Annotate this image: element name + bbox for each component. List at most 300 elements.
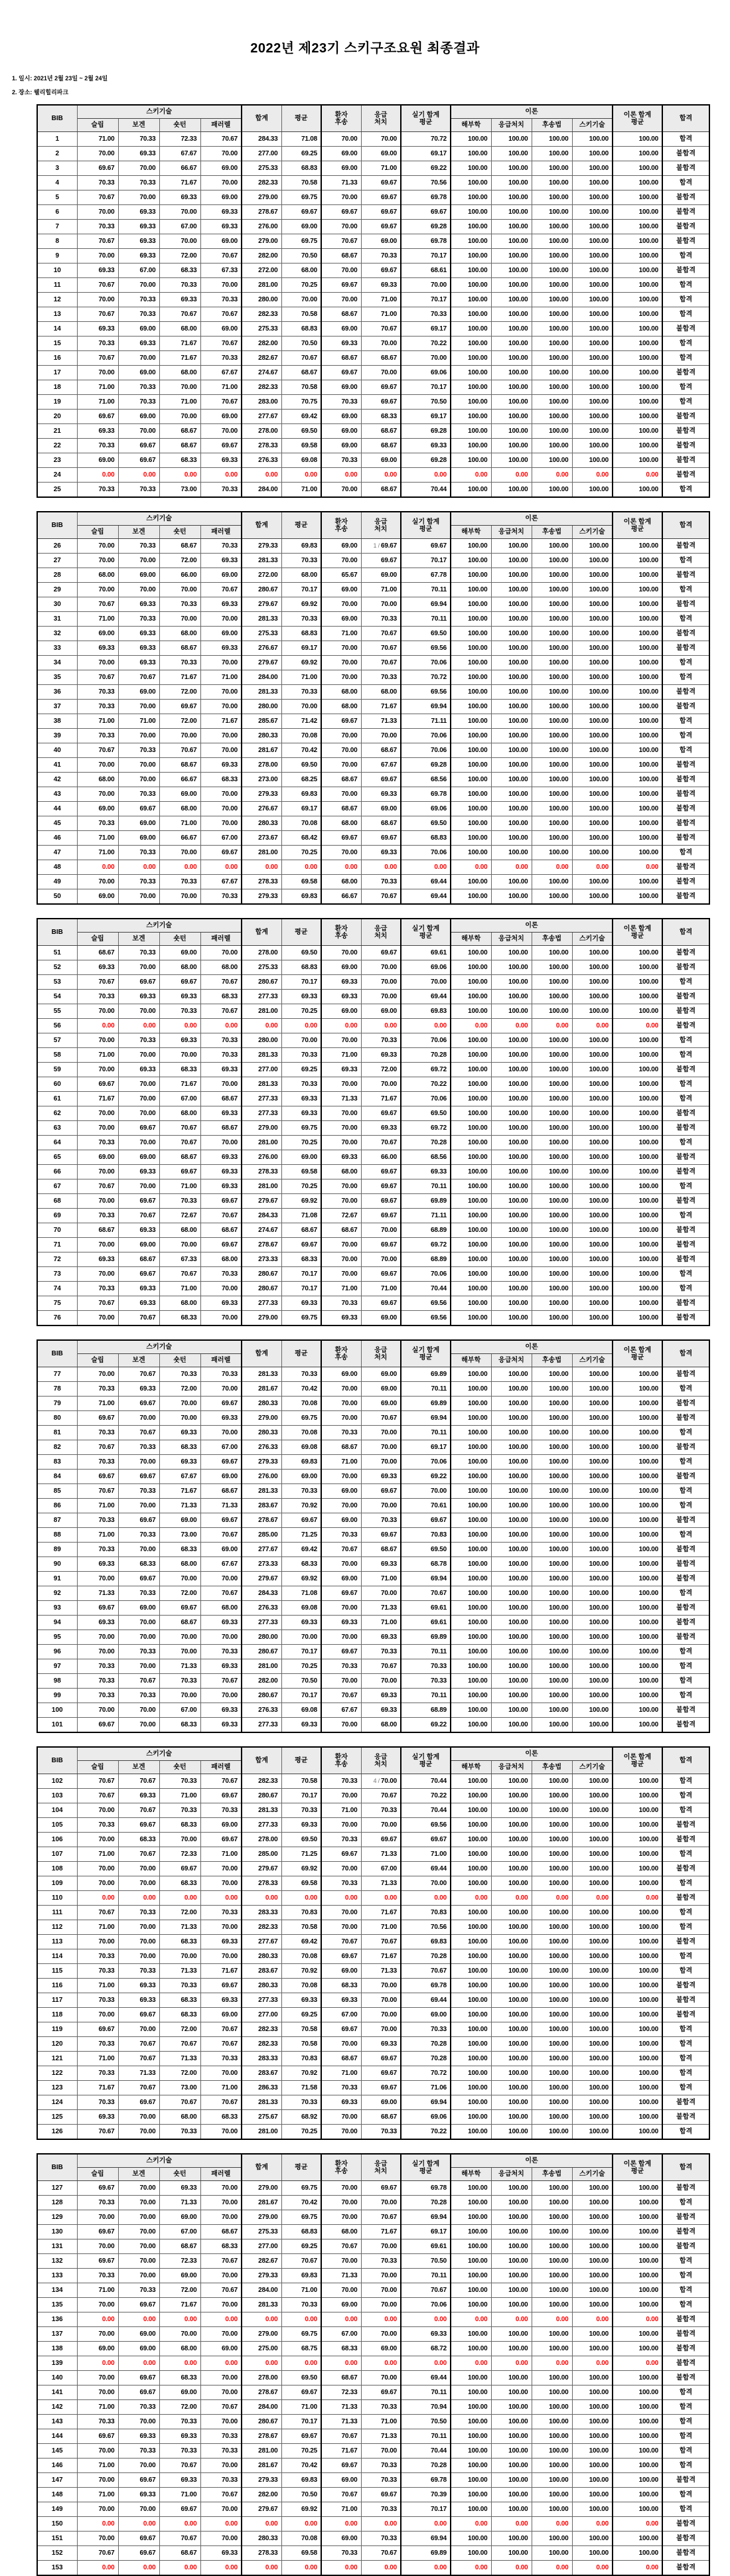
score-cell: 100.00 (451, 1397, 491, 1411)
score-cell: 70.00 (77, 1367, 118, 1382)
score-cell: 100.00 (491, 1543, 532, 1557)
score-cell: 69.00 (200, 1470, 242, 1484)
score-cell: 69.00 (321, 410, 361, 424)
results-table-block-3 (36, 918, 710, 1326)
score-cell: 100.00 (451, 147, 491, 161)
score-cell: 100.00 (572, 132, 613, 147)
score-cell: 100.00 (572, 1630, 613, 1645)
score-cell: 279.67 (242, 1194, 281, 1209)
score-cell: 100.00 (491, 483, 532, 498)
score-cell: 70.33 (118, 875, 159, 889)
score-cell: 70.67 (159, 743, 200, 758)
score-cell: 100.00 (491, 1774, 532, 1789)
score-cell: 70.00 (321, 1121, 361, 1136)
result-cell: 불합격 (662, 1630, 709, 1645)
score-cell: 100.00 (572, 1484, 613, 1499)
score-cell: 70.00 (361, 1455, 401, 1470)
score-cell: 70.00 (200, 2298, 242, 2312)
score-cell: 71.00 (321, 627, 361, 641)
score-cell: 69.33 (118, 597, 159, 612)
score-cell: 69.33 (159, 1455, 200, 1470)
score-cell: 70.00 (118, 1048, 159, 1063)
score-cell: 100.00 (572, 1048, 613, 1063)
score-cell: 70.83 (401, 1906, 451, 1920)
score-cell: 69.56 (401, 1296, 451, 1311)
result-cell: 합격 (662, 278, 709, 293)
table-row (37, 1252, 709, 1267)
score-cell: 70.67 (361, 1411, 401, 1426)
score-cell: 67.00 (159, 1092, 200, 1106)
score-cell: 69.00 (200, 234, 242, 249)
score-cell: 70.33 (200, 1367, 242, 1382)
score-cell: 69.33 (118, 1282, 159, 1296)
bib-cell: 138 (37, 2342, 77, 2356)
score-cell: 69.00 (77, 802, 118, 816)
result-cell: 불합격 (662, 787, 709, 802)
score-cell: 100.00 (572, 1833, 613, 1847)
score-cell: 70.00 (321, 656, 361, 670)
table-row (37, 2095, 709, 2110)
score-cell: 0.00 (281, 2517, 321, 2532)
score-cell: 71.00 (361, 1572, 401, 1586)
score-cell: 70.00 (77, 583, 118, 597)
score-cell: 100.00 (613, 1209, 662, 1223)
score-cell: 68.00 (159, 2342, 200, 2356)
score-cell: 70.33 (77, 685, 118, 700)
score-cell: 100.00 (532, 1267, 572, 1282)
score-cell: 100.00 (613, 1048, 662, 1063)
score-cell: 69.67 (361, 1267, 401, 1282)
score-cell: 68.67 (200, 1092, 242, 1106)
score-cell: 100.00 (451, 1586, 491, 1601)
score-cell: 100.00 (572, 714, 613, 729)
score-cell: 279.00 (242, 2210, 281, 2225)
score-cell: 70.00 (77, 2444, 118, 2459)
score-cell: 71.67 (200, 1964, 242, 1979)
score-cell: 100.00 (613, 1774, 662, 1789)
results-table-block-2 (36, 511, 710, 905)
table-row (37, 1223, 709, 1238)
score-cell: 100.00 (613, 1818, 662, 1833)
score-cell: 68.00 (77, 773, 118, 787)
score-cell: 70.42 (281, 2459, 321, 2473)
score-cell: 69.67 (118, 1572, 159, 1586)
score-cell: 100.00 (532, 1194, 572, 1209)
score-cell: 0.00 (613, 2561, 662, 2576)
score-cell: 100.00 (613, 2181, 662, 2196)
score-cell: 70.22 (401, 1077, 451, 1092)
score-cell: 69.94 (401, 2095, 451, 2110)
table-row (37, 147, 709, 161)
score-cell: 100.00 (613, 1484, 662, 1499)
score-cell: 71.00 (77, 1979, 118, 1993)
score-cell: 70.06 (401, 1267, 451, 1282)
score-cell: 100.00 (451, 249, 491, 264)
score-cell: 70.00 (118, 1876, 159, 1891)
score-cell: 70.58 (281, 1920, 321, 1935)
score-cell: 280.33 (242, 2532, 281, 2546)
score-cell: 70.58 (281, 307, 321, 322)
score-cell: 70.00 (361, 990, 401, 1004)
bib-cell: 74 (37, 1282, 77, 1296)
score-cell: 70.67 (361, 656, 401, 670)
score-cell: 100.00 (451, 322, 491, 337)
score-cell: 70.33 (401, 1674, 451, 1689)
score-cell: 70.11 (401, 612, 451, 627)
score-cell: 100.00 (491, 2444, 532, 2459)
score-cell: 100.00 (613, 2459, 662, 2473)
bib-cell: 68 (37, 1194, 77, 1209)
bib-cell: 55 (37, 1004, 77, 1019)
col-ski-sub-2: 숏턴 (159, 1354, 200, 1367)
score-cell: 69.83 (281, 2269, 321, 2283)
score-cell: 100.00 (572, 2196, 613, 2210)
score-cell: 70.00 (200, 147, 242, 161)
bib-cell: 123 (37, 2081, 77, 2095)
score-cell: 100.00 (532, 1077, 572, 1092)
score-cell: 100.00 (613, 946, 662, 960)
score-cell: 100.00 (451, 2283, 491, 2298)
score-cell: 70.33 (159, 1194, 200, 1209)
table-row (37, 453, 709, 468)
score-cell: 100.00 (451, 2342, 491, 2356)
score-cell: 70.00 (200, 2181, 242, 2196)
score-cell: 70.00 (118, 554, 159, 568)
col-result: 합격 (662, 2154, 709, 2181)
score-cell: 100.00 (572, 1674, 613, 1689)
score-cell: 68.67 (159, 2546, 200, 2561)
score-cell: 100.00 (532, 1121, 572, 1136)
col-group-ski: 스키기술 (77, 512, 242, 526)
score-cell: 100.00 (613, 2066, 662, 2081)
score-cell: 0.00 (572, 2517, 613, 2532)
results-table-block-1 (36, 104, 710, 498)
score-cell: 100.00 (491, 802, 532, 816)
table-row (37, 539, 709, 554)
score-cell: 100.00 (613, 975, 662, 990)
score-cell: 100.00 (451, 1209, 491, 1223)
score-cell: 70.00 (321, 1033, 361, 1048)
result-cell: 불합격 (662, 1470, 709, 1484)
score-cell: 100.00 (491, 2400, 532, 2415)
score-cell: 100.00 (491, 293, 532, 307)
score-cell: 100.00 (451, 1048, 491, 1063)
score-cell: 70.00 (118, 2502, 159, 2517)
score-cell: 0.00 (281, 2356, 321, 2371)
result-cell: 불합격 (662, 1397, 709, 1411)
score-cell: 100.00 (613, 1718, 662, 1733)
score-cell: 69.28 (401, 453, 451, 468)
score-cell: 275.33 (242, 161, 281, 176)
score-cell: 0.00 (242, 1891, 281, 1906)
bib-cell: 141 (37, 2386, 77, 2400)
score-cell: 276.67 (242, 802, 281, 816)
score-cell: 0.00 (200, 2517, 242, 2532)
score-cell: 100.00 (451, 1426, 491, 1440)
score-cell: 69.72 (401, 1121, 451, 1136)
score-cell: 276.00 (242, 1150, 281, 1165)
score-cell: 100.00 (532, 1949, 572, 1964)
score-cell: 100.00 (572, 612, 613, 627)
score-cell: 100.00 (613, 802, 662, 816)
score-cell: 100.00 (532, 1862, 572, 1876)
score-cell: 100.00 (451, 816, 491, 831)
score-cell: 70.67 (77, 1296, 118, 1311)
score-cell: 100.00 (572, 293, 613, 307)
score-cell: 100.00 (451, 539, 491, 554)
score-cell: 272.00 (242, 568, 281, 583)
score-cell: 68.67 (159, 424, 200, 439)
score-cell: 69.75 (281, 2210, 321, 2225)
score-cell: 70.06 (401, 656, 451, 670)
score-cell: 70.00 (118, 1004, 159, 1019)
score-cell: 70.08 (281, 816, 321, 831)
score-cell: 0.00 (572, 2356, 613, 2371)
bib-cell: 4 (37, 176, 77, 190)
result-cell: 불합격 (662, 2546, 709, 2561)
result-cell: 불합격 (662, 831, 709, 846)
score-cell: 100.00 (491, 1063, 532, 1077)
score-cell: 70.00 (118, 1718, 159, 1733)
score-cell: 69.67 (361, 2081, 401, 2095)
score-cell: 0.00 (321, 468, 361, 483)
score-cell: 70.33 (361, 612, 401, 627)
score-cell: 70.00 (118, 960, 159, 975)
score-cell: 100.00 (451, 2444, 491, 2459)
score-cell: 100.00 (572, 249, 613, 264)
score-cell: 100.00 (572, 2239, 613, 2254)
score-cell: 70.00 (77, 2298, 118, 2312)
score-cell: 100.00 (572, 554, 613, 568)
score-cell: 69.00 (361, 1311, 401, 1326)
score-cell: 70.92 (281, 1964, 321, 1979)
score-cell: 71.00 (159, 1282, 200, 1296)
table-row (37, 220, 709, 234)
score-cell: 100.00 (572, 147, 613, 161)
score-cell: 69.33 (118, 205, 159, 220)
score-cell: 100.00 (491, 1179, 532, 1194)
table-row (37, 1382, 709, 1397)
score-cell: 0.00 (281, 860, 321, 875)
col-first-aid: 응급 처치 (361, 105, 401, 132)
score-cell: 100.00 (613, 307, 662, 322)
score-cell: 100.00 (613, 410, 662, 424)
score-cell: 70.00 (118, 161, 159, 176)
result-cell: 합격 (662, 612, 709, 627)
score-cell: 70.00 (200, 2386, 242, 2400)
result-cell: 합격 (662, 2125, 709, 2140)
score-cell: 100.00 (572, 424, 613, 439)
result-cell: 불합격 (662, 2210, 709, 2225)
score-cell: 100.00 (532, 1964, 572, 1979)
table-row (37, 975, 709, 990)
score-cell: 69.67 (118, 2298, 159, 2312)
score-cell: 69.33 (200, 205, 242, 220)
table-row (37, 1630, 709, 1645)
score-cell: 71.00 (361, 1616, 401, 1630)
score-cell: 70.00 (281, 1630, 321, 1645)
table-row (37, 1267, 709, 1282)
table-row (37, 2488, 709, 2502)
score-cell: 69.58 (281, 1876, 321, 1891)
score-cell: 100.00 (572, 1121, 613, 1136)
col-theory-sub-0: 해부학 (451, 933, 491, 946)
score-cell: 72.00 (159, 1586, 200, 1601)
score-cell: 100.00 (572, 1645, 613, 1659)
col-bib: BIB (37, 1340, 77, 1367)
result-cell: 합격 (662, 293, 709, 307)
score-cell: 277.33 (242, 1818, 281, 1833)
score-cell: 70.00 (200, 946, 242, 960)
score-cell: 70.00 (321, 670, 361, 685)
score-cell: 69.33 (200, 1179, 242, 1194)
score-cell: 69.00 (118, 2327, 159, 2342)
bib-cell: 151 (37, 2532, 77, 2546)
score-cell: 70.00 (77, 2371, 118, 2386)
score-cell: 100.00 (451, 2196, 491, 2210)
score-cell: 69.89 (401, 1630, 451, 1645)
score-cell: 70.33 (159, 656, 200, 670)
score-cell: 100.00 (491, 846, 532, 860)
score-cell: 276.33 (242, 1440, 281, 1455)
col-theory-sub-2: 후송법 (532, 526, 572, 539)
score-cell: 69.33 (159, 2429, 200, 2444)
score-cell: 69.00 (200, 322, 242, 337)
score-cell: 71.42 (281, 714, 321, 729)
score-cell: 100.00 (613, 2008, 662, 2022)
score-cell: 70.33 (200, 1803, 242, 1818)
bib-cell: 78 (37, 1382, 77, 1397)
score-cell: 69.00 (159, 2210, 200, 2225)
score-cell: 68.67 (281, 366, 321, 380)
score-cell: 100.00 (491, 2181, 532, 2196)
score-cell: 100.00 (491, 2225, 532, 2239)
score-cell: 68.67 (321, 1223, 361, 1238)
score-cell: 100.00 (532, 1803, 572, 1818)
score-cell: 70.00 (200, 1689, 242, 1703)
score-cell: 70.42 (281, 1382, 321, 1397)
score-cell: 69.33 (118, 1993, 159, 2008)
score-cell: 71.00 (401, 1847, 451, 1862)
score-cell: 69.33 (361, 846, 401, 860)
table-row (37, 846, 709, 860)
score-cell: 70.06 (401, 743, 451, 758)
score-cell: 69.00 (200, 2342, 242, 2356)
score-cell: 70.00 (118, 1703, 159, 1718)
score-cell: 0.00 (159, 1019, 200, 1033)
score-cell: 278.67 (242, 1238, 281, 1252)
score-cell: 100.00 (613, 2196, 662, 2210)
score-cell: 100.00 (572, 1033, 613, 1048)
score-cell: 70.00 (77, 1862, 118, 1876)
score-cell: 100.00 (451, 875, 491, 889)
score-cell: 68.33 (159, 1063, 200, 1077)
score-cell: 100.00 (491, 1964, 532, 1979)
result-cell: 합격 (662, 1033, 709, 1048)
score-cell: 71.08 (281, 1586, 321, 1601)
bib-cell: 90 (37, 1557, 77, 1572)
score-cell: 100.00 (613, 2532, 662, 2546)
table-row (37, 2473, 709, 2488)
score-cell: 100.00 (451, 802, 491, 816)
bib-cell: 75 (37, 1296, 77, 1311)
score-cell: 70.72 (401, 2066, 451, 2081)
score-cell: 100.00 (613, 161, 662, 176)
bib-cell: 130 (37, 2225, 77, 2239)
score-cell: 69.67 (361, 380, 401, 395)
score-cell: 100.00 (572, 234, 613, 249)
score-cell: 70.33 (77, 1136, 118, 1150)
score-cell: 282.33 (242, 307, 281, 322)
score-cell: 69.00 (321, 1484, 361, 1499)
result-cell: 합격 (662, 1674, 709, 1689)
score-cell: 69.33 (200, 1165, 242, 1179)
col-average: 평균 (281, 1747, 321, 1774)
score-cell: 69.33 (200, 597, 242, 612)
result-cell: 불합격 (662, 802, 709, 816)
table-row (37, 2546, 709, 2561)
score-cell: 100.00 (572, 656, 613, 670)
result-cell: 합격 (662, 2052, 709, 2066)
score-cell: 70.28 (401, 1048, 451, 1063)
score-cell: 72.00 (159, 714, 200, 729)
score-cell: 70.33 (77, 483, 118, 498)
score-cell: 70.33 (321, 1876, 361, 1891)
score-cell: 69.67 (77, 1601, 118, 1616)
bib-cell: 54 (37, 990, 77, 1004)
score-cell: 100.00 (491, 2283, 532, 2298)
score-cell: 0.00 (401, 860, 451, 875)
score-cell: 0.00 (361, 2356, 401, 2371)
score-cell: 69.83 (281, 2473, 321, 2488)
bib-cell: 137 (37, 2327, 77, 2342)
score-cell: 70.00 (200, 729, 242, 743)
score-cell: 70.33 (361, 2532, 401, 2546)
score-cell: 72.00 (159, 1382, 200, 1397)
table-row (37, 2298, 709, 2312)
score-cell: 69.78 (401, 2473, 451, 2488)
score-cell: 283.33 (242, 2052, 281, 2066)
score-cell: 70.17 (281, 2415, 321, 2429)
bib-cell: 110 (37, 1891, 77, 1906)
table-row (37, 1455, 709, 1470)
score-cell: 70.50 (401, 2254, 451, 2269)
score-cell: 70.33 (321, 395, 361, 410)
score-cell: 100.00 (613, 1252, 662, 1267)
score-cell: 100.00 (451, 2181, 491, 2196)
score-cell: 100.00 (532, 2196, 572, 2210)
score-cell: 69.17 (281, 641, 321, 656)
score-cell: 100.00 (572, 2415, 613, 2429)
score-cell: 70.67 (200, 1528, 242, 1543)
score-cell: 70.00 (401, 975, 451, 990)
score-cell: 69.00 (77, 2342, 118, 2356)
score-cell: 0.00 (77, 1019, 118, 1033)
score-cell: 70.08 (281, 1979, 321, 1993)
col-theory-average: 이론 합계 평균 (613, 105, 662, 132)
score-cell: 0.00 (491, 2517, 532, 2532)
result-cell: 불합격 (662, 147, 709, 161)
score-cell: 70.00 (200, 2459, 242, 2473)
score-cell: 70.67 (281, 2254, 321, 2269)
score-cell: 70.00 (77, 2532, 118, 2546)
bib-cell: 125 (37, 2110, 77, 2125)
score-cell: 100.00 (613, 758, 662, 773)
score-cell: 70.67 (77, 2125, 118, 2140)
score-cell: 70.17 (281, 1267, 321, 1282)
score-cell: 69.67 (118, 1267, 159, 1282)
score-cell: 69.50 (281, 758, 321, 773)
